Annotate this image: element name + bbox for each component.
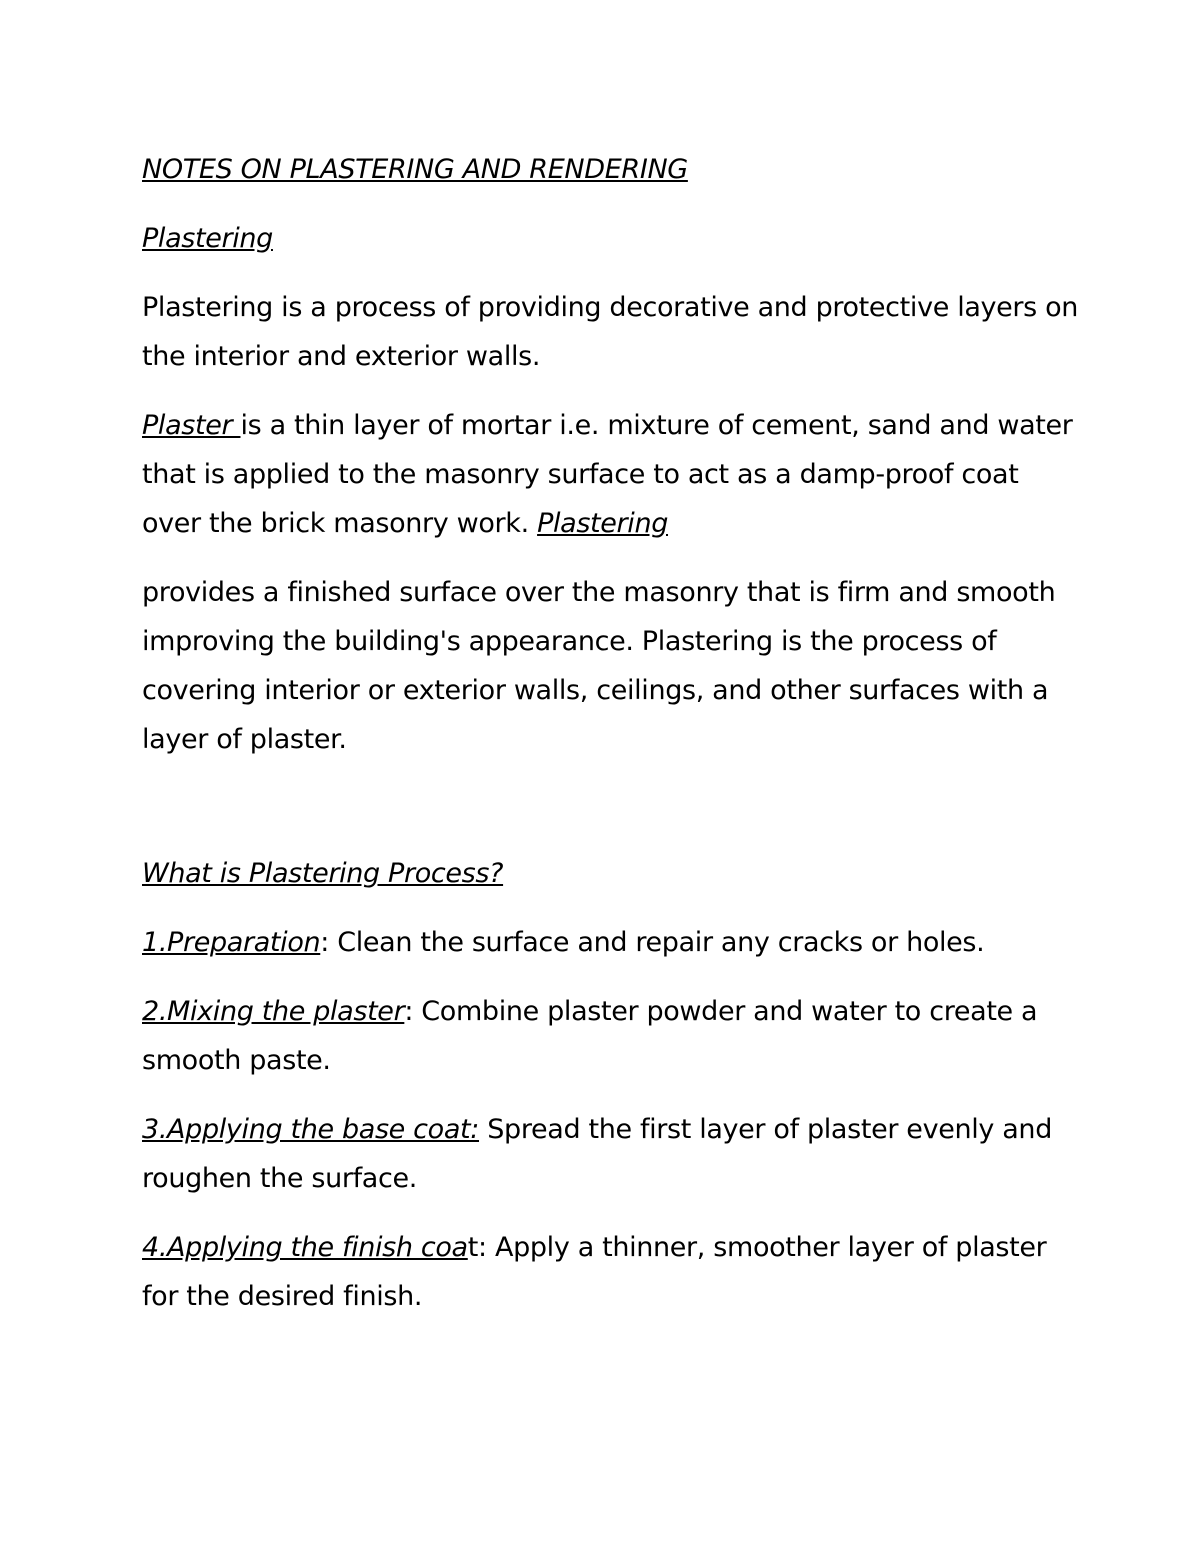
document-content: [142, 145, 1082, 1341]
step-text-mixing: : Combine plaster powder and water to create a smooth paste.: [142, 996, 1038, 1076]
paragraph-definition: Plastering is a process of providing decorative and protective layers on the interior and exterior walls.: [142, 292, 1079, 372]
paragraph-plaster-text: is a thin layer of mortar i.e. mixture of cement, sand and water that is applied to the masonry surface to act as a damp-proof coat over the brick masonry work.: [142, 410, 1073, 539]
paragraph-plaster: [142, 401, 1082, 548]
step-base-coat: [142, 1105, 1082, 1203]
step-finish-coat: [142, 1223, 1082, 1321]
document-title-line: [142, 145, 1082, 194]
step-term-base-coat: 3.Applying the base coat:: [142, 1114, 480, 1145]
step-mixing: [142, 987, 1082, 1085]
section-heading-plastering-line: [142, 214, 1082, 263]
term-plastering: Plastering: [537, 508, 669, 539]
step-text-preparation: : Clean the surface and repair any cracks or holes.: [320, 927, 985, 958]
section-heading-process: What is Plastering Process?: [142, 858, 504, 889]
step-term-mixing: 2.Mixing the plaster: [142, 996, 405, 1027]
step-term-finish-coat: 4.Applying the finish coa: [142, 1232, 468, 1263]
document-title: NOTES ON PLASTERING AND RENDERING: [142, 154, 688, 185]
term-plaster: Plaster: [142, 410, 241, 441]
step-preparation: [142, 918, 1082, 967]
step-text-base-coat: Spread the first layer of plaster evenly and roughen the surface.: [142, 1114, 1052, 1194]
step-term-preparation: 1.Preparation: [142, 927, 321, 958]
paragraph-finished-surface: provides a finished surface over the masonry that is firm and smooth improving the building's appearance. Plastering is the process of covering interior or exterior walls, ceilings, and other surfaces with a layer of plaster.: [142, 577, 1056, 755]
section-heading-plastering: Plastering: [142, 223, 273, 254]
step-text-finish-coat: t: Apply a thinner, smoother layer of plaster for the desired finish.: [142, 1232, 1047, 1312]
section-heading-process-line: [142, 849, 1082, 898]
